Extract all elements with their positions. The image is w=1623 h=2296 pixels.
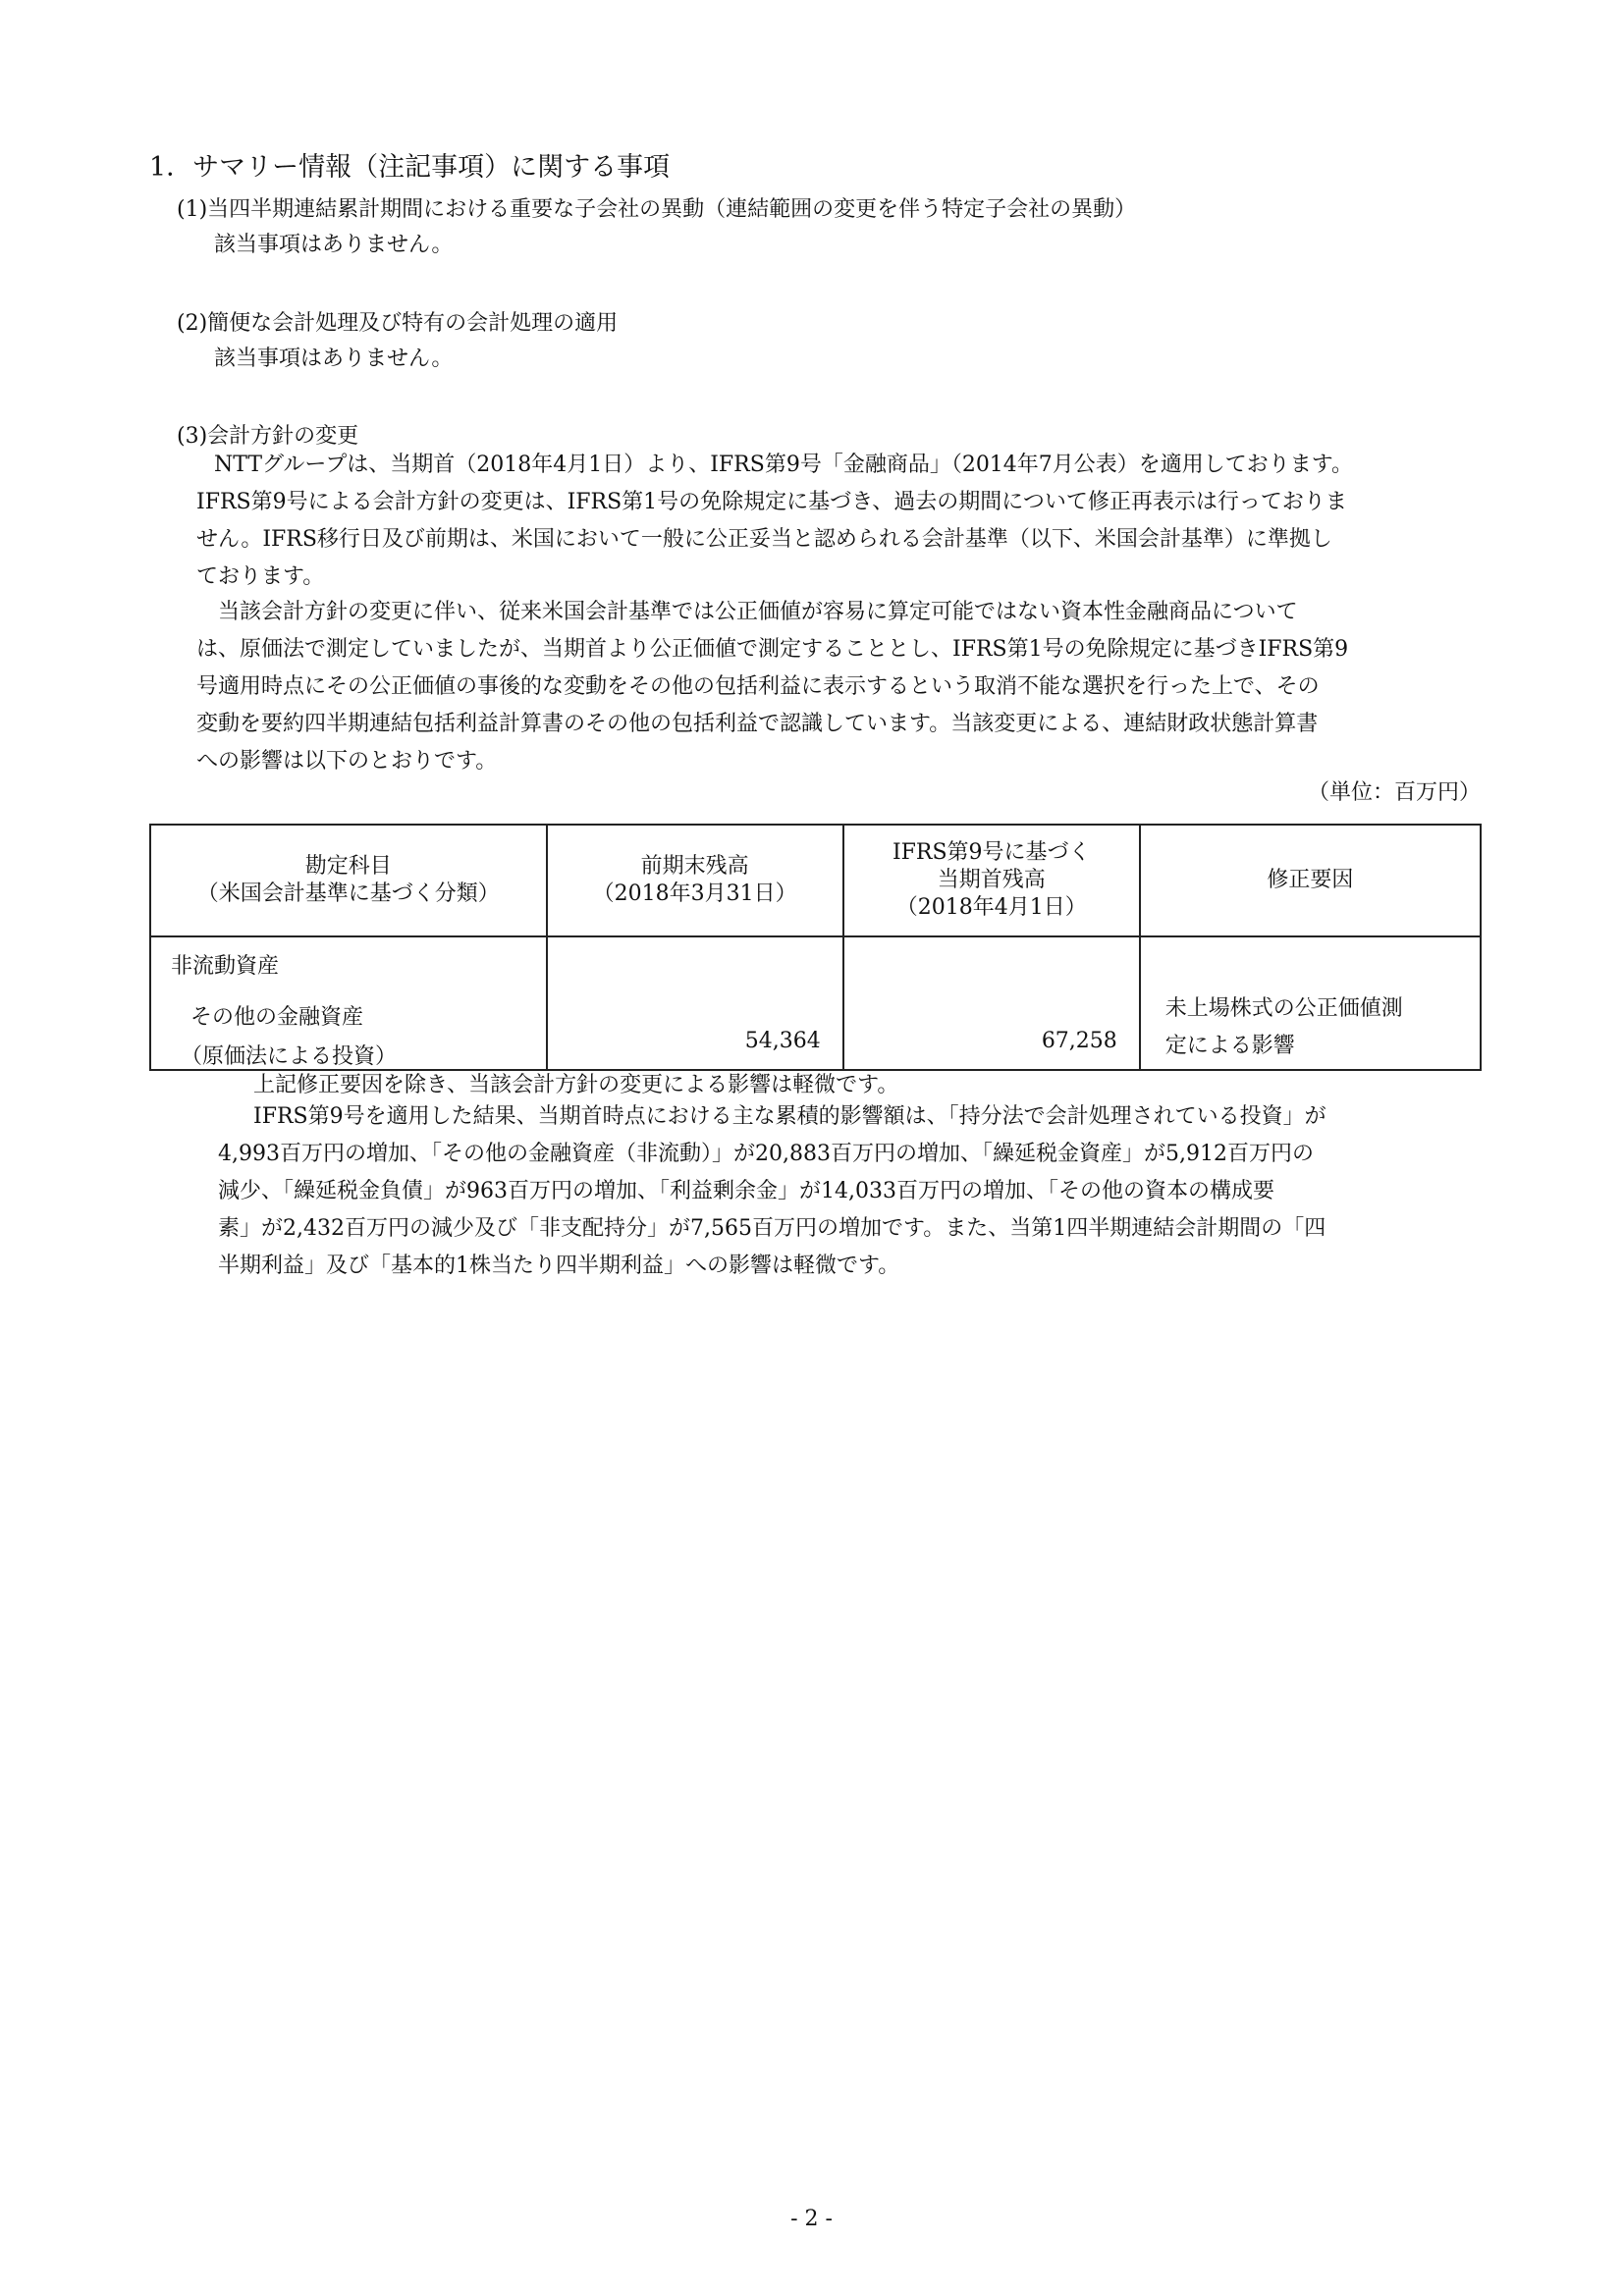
header-text: （2018年4月1日） xyxy=(895,895,1087,920)
subsection-1-body: 該当事項はありません。 xyxy=(214,233,454,257)
header-account xyxy=(150,825,547,936)
table-header-row xyxy=(150,825,1481,936)
header-text: 当期首残高 xyxy=(937,868,1046,892)
subsection-1-title: (1)当四半期連結累計期間における重要な子会社の異動（連結範囲の変更を伴う特定子会社の異動） xyxy=(177,197,1137,222)
category-label: 非流動資産 xyxy=(171,954,280,979)
impact-line: IFRS第9号を適用した結果、当期首時点における主な累積的影響額は、「持分法で会計処理されている投資」が xyxy=(253,1104,1326,1129)
section-heading: 1．サマリー情報（注記事項）に関する事項 xyxy=(149,152,671,183)
impact-line: 4,993百万円の増加、「その他の金融資産（非流動）」が20,883百万円の増加、「繰延税金資産」が5,912百万円の xyxy=(218,1142,1314,1166)
header-text: （米国会計基準に基づく分類） xyxy=(196,881,500,906)
header-text: IFRS第9号に基づく xyxy=(892,840,1091,865)
policy-paragraph-2 xyxy=(196,594,1483,780)
header-text: 勘定科目 xyxy=(304,854,392,879)
impact-paragraph xyxy=(218,1098,1485,1285)
policy-p2-line: 当該会計方針の変更に伴い、従来米国会計基準では公正価値が容易に算定可能ではない資本性金融商品について xyxy=(218,600,1298,624)
policy-p1-line: NTTグループは、当期首（2018年4月1日）より、IFRS第9号「金融商品」（2014年7月公表）を適用しております。 xyxy=(214,453,1354,477)
adjustment-table xyxy=(149,824,1482,1071)
header-text: （2018年3月31日） xyxy=(592,881,797,906)
impact-note: 上記修正要因を除き、当該会計方針の変更による影響は軽微です。 xyxy=(253,1073,899,1097)
header-prior-balance xyxy=(547,825,843,936)
subsection-2-body: 該当事項はありません。 xyxy=(214,347,454,371)
impact-line: 減少、「繰延税金負債」が963百万円の増加、「利益剰余金」が14,033百万円の増加、「その他の資本の構成要 xyxy=(218,1179,1274,1203)
subsection-3-title: (3)会計方針の変更 xyxy=(177,424,359,449)
header-opening-balance xyxy=(843,825,1140,936)
policy-p1-line: IFRS第9号による会計方針の変更は、IFRS第1号の免除規定に基づき、過去の期間について修正再表示は行っておりま xyxy=(196,490,1347,514)
item-sublabel: （原価法による投資） xyxy=(181,1044,398,1069)
header-text: 前期末残高 xyxy=(640,854,749,879)
prior-balance-cell: 54,364 xyxy=(547,936,843,1070)
policy-p1-line: せん。IFRS移行日及び前期は、米国において一般に公正妥当と認められる会計基準（以下、米国会計基準）に準拠し xyxy=(196,527,1332,552)
header-reason xyxy=(1140,825,1481,936)
policy-p2-line: 号適用時点にその公正価値の事後的な変動をその他の包括利益に表示するという取消不能な選択を行った上で、その xyxy=(196,674,1320,699)
reason-cell xyxy=(1140,936,1481,1070)
policy-paragraph-1 xyxy=(196,447,1483,596)
impact-line: 半期利益」及び「基本的1株当たり四半期利益」への影響は軽微です。 xyxy=(218,1254,900,1278)
table-row xyxy=(150,936,1481,1070)
header-text: 修正要因 xyxy=(1267,868,1354,892)
policy-p1-line: ております。 xyxy=(196,564,325,589)
account-cell xyxy=(150,936,547,1070)
item-label: その他の金融資産 xyxy=(190,1005,364,1030)
reason-line: 定による影響 xyxy=(1164,1034,1295,1058)
policy-p2-line: への影響は以下のとおりです。 xyxy=(196,749,498,774)
subsection-2-title: (2)簡便な会計処理及び特有の会計処理の適用 xyxy=(177,311,619,336)
unit-label: （単位：百万円） xyxy=(1307,780,1481,805)
reason-line: 未上場株式の公正価値測 xyxy=(1164,996,1403,1021)
opening-balance-cell: 67,258 xyxy=(843,936,1140,1070)
policy-p2-line: 変動を要約四半期連結包括利益計算書のその他の包括利益で認識しています。当該変更による、連結財政状態計算書 xyxy=(196,712,1319,736)
impact-line: 素」が2,432百万円の減少及び「非支配持分」が7,565百万円の増加です。また、当第1四半期連結会計期間の「四 xyxy=(218,1216,1326,1241)
policy-p2-line: は、原価法で測定していましたが、当期首より公正価値で測定することとし、IFRS第1号の免除規定に基づきIFRS第9 xyxy=(196,637,1349,662)
page-number: - 2 - xyxy=(790,2207,833,2231)
